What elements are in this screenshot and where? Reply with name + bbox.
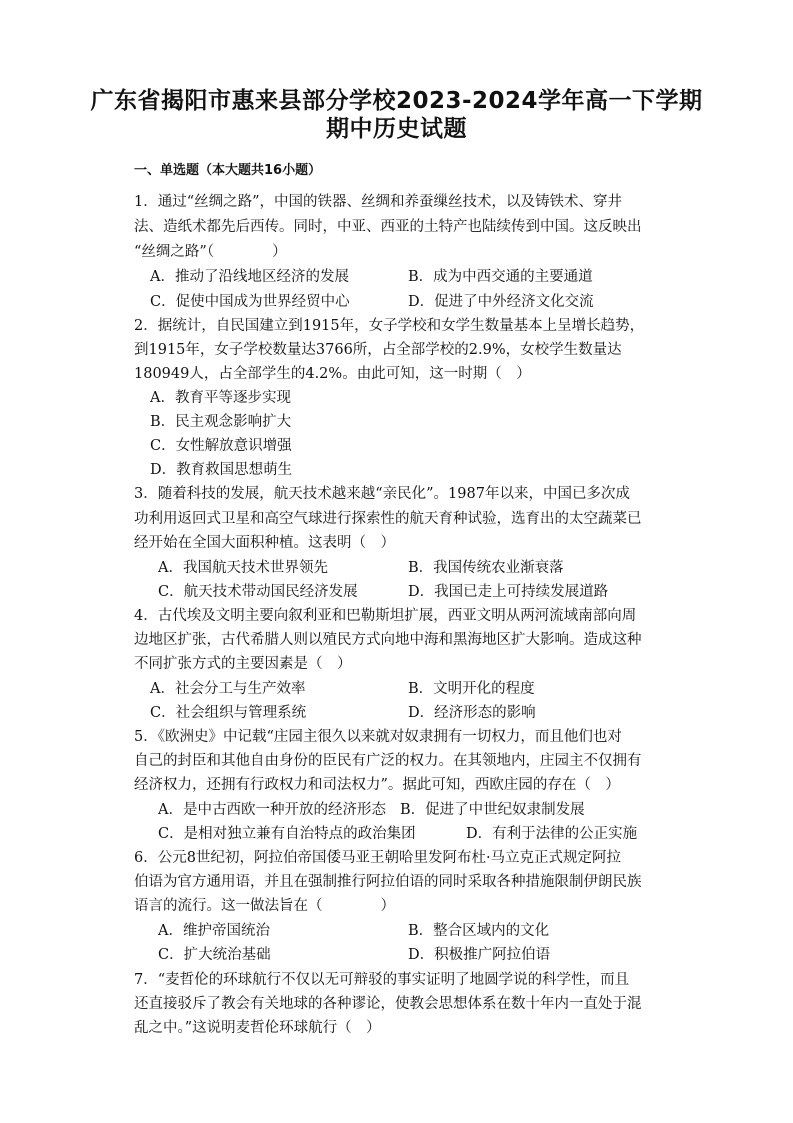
question-3-line-1: 3．随着科技的发展，航天技术越来越“亲民化”。1987年以来，中国已多次成: [134, 486, 630, 502]
question-7-line-2: 还直接驳斥了教会有关地球的各种谬论，使教会思想体系在数十年内一直处于混: [134, 996, 642, 1012]
exam-title-line1: 广东省揭阳市惠来县部分学校2023-2024学年高一下学期: [90, 88, 703, 114]
question-4-line-1: 4．古代埃及文明主要向叙利亚和巴勒斯坦扩展，西亚文明从两河流域南部向周: [134, 608, 637, 624]
question-6-option-d: D．积极推广阿拉伯语: [408, 947, 551, 963]
question-2-option-d: D．教育救国思想萌生: [150, 462, 293, 478]
question-4-option-d: D．经济形态的影响: [408, 705, 536, 721]
question-1-line-3: “丝绸之路”（ ）: [134, 244, 287, 260]
question-3-option-b: B．我国传统农业渐衰落: [408, 560, 564, 576]
question-2-option-a: A．教育平等逐步实现: [150, 390, 291, 406]
question-6-option-c: C．扩大统治基础: [158, 947, 271, 963]
question-5-line-2: 自己的封臣和其他自由身份的臣民有广泛的权力。在其领地内，庄园主不仅拥有: [134, 753, 642, 769]
question-4-option-b: B．文明开化的程度: [408, 681, 535, 697]
question-2-option-b: B．民主观念影响扩大: [150, 414, 292, 430]
question-4-option-c: C．社会组织与管理系统: [150, 705, 307, 721]
question-3-line-3: 经开始在全国大面积种植。这表明（ ）: [134, 535, 395, 551]
question-5-option-d: D．有利于法律的公正实施: [466, 826, 638, 842]
question-6-line-1: 6．公元8世纪初，阿拉伯帝国倭马亚王朝哈里发阿布杜·马立克正式规定阿拉: [134, 850, 622, 866]
question-6-option-b: B．整合区域内的文化: [408, 923, 550, 939]
question-1-option-b: B．成为中西交通的主要通道: [408, 269, 593, 285]
question-4-line-3: 不同扩张方式的主要因素是（ ）: [134, 656, 352, 672]
question-5-line-1: 5．《欧洲史》中记载“庄园主很久以来就对奴隶拥有一切权力，而且他们也对: [134, 729, 622, 745]
question-7-line-3: 乱之中。”这说明麦哲伦环球航行（ ）: [134, 1020, 381, 1036]
question-4-line-2: 边地区扩张，古代希腊人则以殖民方式向地中海和黑海地区扩大影响。造成这种: [134, 632, 642, 648]
exam-title-line2: 期中历史试题: [326, 116, 467, 142]
question-5-option-c: C．是相对独立兼有自治特点的政治集团: [158, 826, 416, 842]
question-1-option-d: D．促进了中外经济文化交流: [408, 294, 594, 310]
question-7-line-1: 7．“麦哲伦的环球航行不仅以无可辩驳的事实证明了地圆学说的科学性，而且: [134, 972, 630, 988]
question-2-line-3: 180949人，占全部学生的4.2%。由此可知，这一时期（ ）: [134, 366, 531, 382]
question-5-option-b: B．促进了中世纪奴隶制发展: [400, 802, 585, 818]
question-6-line-2: 伯语为官方通用语，并且在强制推行阿拉伯语的同时采取各种措施限制伊朗民族: [134, 874, 642, 890]
question-2-line-2: 到1915年，女子学校数量达3766所，占全部学校的2.9%，女校学生数量达: [134, 342, 622, 358]
question-2-line-1: 2．据统计，自民国建立到1915年，女子学校和女学生数量基本上呈增长趋势，: [134, 318, 645, 334]
question-1-line-1: 1．通过“丝绸之路”，中国的铁器、丝绸和养蚕缫丝技术，以及铸铁术、穿井: [134, 194, 623, 210]
question-3-option-c: C．航天技术带动国民经济发展: [158, 584, 358, 600]
question-3-option-a: A．我国航天技术世界领先: [158, 560, 328, 576]
question-1-line-2: 法、造纸术都先后西传。同时，中亚、西亚的土特产也陆续传到中国。这反映出: [134, 219, 642, 235]
question-1-option-a: A．推动了沿线地区经济的发展: [150, 269, 349, 285]
question-3-option-d: D．我国已走上可持续发展道路: [408, 584, 609, 600]
question-4-option-a: A．社会分工与生产效率: [150, 681, 306, 697]
question-6-line-3: 语言的流行。这一做法旨在（ ）: [134, 898, 395, 914]
question-5-line-3: 经济权力，还拥有行政权力和司法权力”。据此可知，西欧庄园的存在（ ）: [134, 777, 620, 793]
question-1-option-c: C．促使中国成为世界经贸中心: [150, 294, 350, 310]
question-5-option-a: A．是中古西欧一种开放的经济形态: [158, 802, 386, 818]
question-3-line-2: 功利用返回式卫星和高空气球进行探索性的航天育种试验，选育出的太空蔬菜已: [134, 511, 642, 527]
question-6-option-a: A．维护帝国统治: [158, 923, 270, 939]
question-2-option-c: C．女性解放意识增强: [150, 438, 292, 454]
section-heading: 一、单选题（本大题共16小题）: [134, 163, 322, 178]
